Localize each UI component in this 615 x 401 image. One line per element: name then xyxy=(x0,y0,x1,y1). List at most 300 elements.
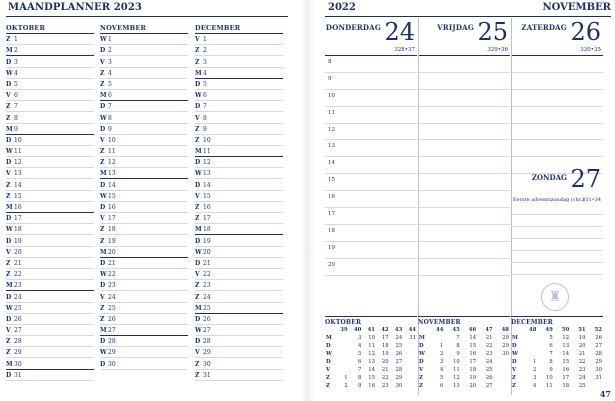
weekday-letter: Z xyxy=(100,80,105,88)
mini-day xyxy=(521,351,537,359)
week-number: 52 xyxy=(594,327,602,334)
weekday-letter: Z xyxy=(6,349,11,357)
hour-label: 11 xyxy=(328,109,335,116)
mini-calendar-title: OKTOBER xyxy=(325,316,417,327)
day-number: 3 xyxy=(203,58,207,66)
day-header xyxy=(511,18,603,56)
mini-day: 8 xyxy=(357,375,362,382)
day-row[interactable] xyxy=(100,34,188,45)
day-row[interactable] xyxy=(195,146,283,157)
day-row[interactable] xyxy=(100,157,188,168)
mini-day xyxy=(403,359,417,367)
day-count: 329•36 xyxy=(487,47,508,53)
day-number: 13 xyxy=(14,170,22,178)
day-number: 1 xyxy=(14,36,18,44)
weekday-letter: V xyxy=(6,327,11,335)
day-number: 30 xyxy=(203,360,211,368)
hour-slot[interactable] xyxy=(418,107,510,124)
mini-calendar-oktober xyxy=(325,316,417,391)
day-row[interactable] xyxy=(100,101,188,112)
weekday-letter: D xyxy=(195,338,201,346)
day-row[interactable] xyxy=(100,191,188,202)
month-heading: OKTOBER xyxy=(6,24,94,34)
day-row[interactable] xyxy=(100,146,188,157)
day-row[interactable] xyxy=(195,101,283,112)
mini-day: 27 xyxy=(595,343,602,350)
mini-day xyxy=(521,343,537,351)
day-row[interactable] xyxy=(100,79,188,90)
day-row[interactable] xyxy=(100,258,188,269)
day-number: 6 xyxy=(108,92,112,100)
day-row[interactable] xyxy=(6,370,94,381)
day-row[interactable] xyxy=(6,202,94,213)
mini-day xyxy=(335,367,349,375)
mini-day: 20 xyxy=(469,383,477,390)
hour-label: 9 xyxy=(328,75,332,82)
day-number: 17 xyxy=(108,215,116,223)
day-row[interactable] xyxy=(100,336,188,347)
weekday-letter: Z xyxy=(195,125,200,133)
day-number: 23 xyxy=(203,282,211,290)
day-number: 18 xyxy=(14,226,22,234)
mini-day: 11 xyxy=(368,343,375,350)
day-row[interactable] xyxy=(195,157,283,168)
hour-slot[interactable] xyxy=(325,124,417,141)
day-row[interactable] xyxy=(100,291,188,302)
day-number: 29 xyxy=(203,349,211,357)
day-number: 9 xyxy=(108,125,112,133)
day-row[interactable] xyxy=(195,224,283,235)
mini-calendar-november xyxy=(418,316,510,391)
day-number: 18 xyxy=(108,226,116,234)
mini-calendar-december xyxy=(511,316,603,391)
day-number: 20 xyxy=(108,248,116,256)
mini-day: 24 xyxy=(395,335,403,342)
day-number: 4 xyxy=(14,69,18,77)
weekday-letter: D xyxy=(100,125,106,133)
day-row[interactable] xyxy=(195,179,283,190)
hour-slot[interactable] xyxy=(325,242,417,259)
mini-day: 22 xyxy=(381,375,389,382)
day-number: 26 xyxy=(203,315,211,323)
hour-label: 15 xyxy=(328,177,335,184)
day-number: 28 xyxy=(203,338,211,346)
hour-label: 18 xyxy=(328,227,335,234)
weekday-letter: Z xyxy=(195,360,200,368)
day-row[interactable] xyxy=(100,280,188,291)
mini-day: 23 xyxy=(578,367,586,374)
mini-day xyxy=(403,351,417,359)
weekday-letter: V xyxy=(195,36,200,44)
day-row[interactable] xyxy=(6,79,94,90)
day-count: 328•37 xyxy=(394,47,415,53)
day-row[interactable] xyxy=(195,269,283,280)
day-number: 13 xyxy=(203,170,211,178)
weekday-letter: Z xyxy=(100,148,105,156)
weekday-letter: D xyxy=(6,293,12,301)
note-line[interactable] xyxy=(511,90,603,107)
book-gutter xyxy=(300,0,315,401)
weekday-letter: W xyxy=(6,304,13,312)
hour-slot[interactable] xyxy=(325,107,417,124)
day-number: 12 xyxy=(14,159,22,167)
weekday-letter: W xyxy=(195,92,202,100)
day-row[interactable] xyxy=(100,358,188,369)
day-row[interactable] xyxy=(100,112,188,123)
day-row[interactable] xyxy=(100,45,188,56)
note-line[interactable] xyxy=(511,107,603,124)
mini-day: 5 xyxy=(357,351,362,358)
weekday-letter: W xyxy=(326,351,332,358)
day-row[interactable] xyxy=(100,224,188,235)
hour-label: 12 xyxy=(328,126,335,133)
day-number: 5 xyxy=(203,80,207,88)
weekday-letter: D xyxy=(512,343,517,350)
day-row[interactable] xyxy=(195,291,283,302)
weekday-letter: D xyxy=(195,159,201,167)
day-number: 24 xyxy=(203,293,211,301)
weekday-letter: Z xyxy=(100,315,105,323)
day-row[interactable] xyxy=(195,303,283,314)
hour-slot[interactable] xyxy=(418,208,510,225)
mini-day: 2 xyxy=(440,351,444,358)
week-number: 50 xyxy=(561,327,570,334)
hour-slot[interactable] xyxy=(325,259,417,276)
day-number: 12 xyxy=(108,159,116,167)
weekday-letter: Z xyxy=(6,103,11,111)
hour-slot[interactable] xyxy=(418,259,510,276)
day-number: 1 xyxy=(203,36,207,44)
weekday-letter: V xyxy=(6,248,11,256)
weekday-letter: Z xyxy=(6,36,11,44)
day-row[interactable] xyxy=(195,370,283,381)
weekday-letter: V xyxy=(195,114,200,122)
day-row[interactable] xyxy=(6,112,94,123)
weekday-letter: Z xyxy=(100,159,105,167)
day-row[interactable] xyxy=(6,34,94,45)
day-number: 26 xyxy=(14,315,22,323)
day-row[interactable] xyxy=(6,191,94,202)
day-row[interactable] xyxy=(195,325,283,336)
note-line[interactable] xyxy=(511,124,603,141)
weekday-letter: Z xyxy=(512,375,516,382)
month-heading: NOVEMBER xyxy=(100,24,188,34)
mini-day: 21 xyxy=(381,367,389,374)
hour-slot[interactable] xyxy=(325,191,417,208)
day-column-donderdag xyxy=(325,18,417,316)
day-number: 3 xyxy=(108,58,112,66)
day-row[interactable] xyxy=(6,325,94,336)
day-row[interactable] xyxy=(6,45,94,56)
mini-day: 18 xyxy=(562,383,570,390)
day-row[interactable] xyxy=(6,179,94,190)
weekday-letter: Z xyxy=(6,192,11,200)
hour-slot[interactable] xyxy=(418,124,510,141)
day-number: 8 xyxy=(14,114,18,122)
day-name: VRIJDAG xyxy=(437,23,474,32)
day-number: 29 xyxy=(108,349,116,357)
day-row[interactable] xyxy=(195,235,283,246)
day-number: 27 xyxy=(14,327,22,335)
mini-day: 15 xyxy=(469,343,477,350)
day-row[interactable] xyxy=(195,280,283,291)
day-row[interactable] xyxy=(100,347,188,358)
mini-day xyxy=(494,383,510,391)
weekday-letter: M xyxy=(6,204,13,211)
day-row[interactable] xyxy=(6,124,94,135)
weekday-letter: D xyxy=(6,371,12,379)
weekday-letter: D xyxy=(100,103,106,111)
crest-icon: ♜ xyxy=(541,283,569,311)
mini-day: 14 xyxy=(368,367,375,374)
note-line[interactable] xyxy=(511,73,603,90)
hour-label: 13 xyxy=(328,143,335,150)
day-row[interactable] xyxy=(6,291,94,302)
weekday-letter: W xyxy=(100,271,107,279)
weekday-letter: D xyxy=(326,343,331,350)
hour-slot[interactable] xyxy=(325,56,417,73)
hour-slot[interactable] xyxy=(418,140,510,157)
day-row[interactable] xyxy=(6,168,94,179)
day-row[interactable] xyxy=(6,235,94,246)
weekday-letter: Z xyxy=(195,136,200,144)
day-row[interactable] xyxy=(100,90,188,101)
weekday-letter: M xyxy=(100,327,107,335)
day-number: 4 xyxy=(203,69,207,77)
hour-slot[interactable] xyxy=(325,90,417,107)
day-row[interactable] xyxy=(100,202,188,213)
mini-day: 9 xyxy=(549,367,553,374)
day-row[interactable] xyxy=(6,314,94,325)
mini-day: 6 xyxy=(440,383,444,390)
day-row[interactable] xyxy=(195,213,283,224)
day-row[interactable] xyxy=(195,135,283,146)
day-row[interactable] xyxy=(195,168,283,179)
mini-day: 15 xyxy=(562,359,570,366)
day-row[interactable] xyxy=(6,68,94,79)
day-row[interactable] xyxy=(6,224,94,235)
day-row[interactable] xyxy=(100,235,188,246)
day-row[interactable] xyxy=(100,179,188,190)
day-header xyxy=(418,18,510,56)
weekday-letter: D xyxy=(100,204,106,211)
mini-day xyxy=(335,335,349,343)
day-number: 22 xyxy=(108,271,116,279)
mini-day: 14 xyxy=(562,351,570,358)
day-row[interactable] xyxy=(195,247,283,258)
mini-day: 29 xyxy=(595,359,602,366)
day-row[interactable] xyxy=(100,314,188,325)
day-number: 25 xyxy=(203,304,211,312)
mini-day: 4 xyxy=(440,367,444,374)
day-row[interactable] xyxy=(195,124,283,135)
weekday-letter: Z xyxy=(195,204,200,211)
mini-day xyxy=(335,351,349,359)
mini-day: 7 xyxy=(456,335,460,342)
hour-slot[interactable] xyxy=(418,174,510,191)
day-row[interactable] xyxy=(6,303,94,314)
day-name: DONDERDAG xyxy=(325,23,381,32)
weekday-letter: D xyxy=(100,47,106,55)
hour-slot[interactable] xyxy=(325,140,417,157)
hour-slot[interactable] xyxy=(325,73,417,90)
note-line[interactable] xyxy=(511,56,603,73)
hour-slot[interactable] xyxy=(418,225,510,242)
mini-day: 2 xyxy=(533,367,537,374)
day-row[interactable] xyxy=(6,247,94,258)
weekday-letter: W xyxy=(6,69,13,77)
day-row[interactable] xyxy=(100,68,188,79)
hour-slot[interactable] xyxy=(418,90,510,107)
day-row[interactable] xyxy=(195,34,283,45)
hour-slot[interactable] xyxy=(418,157,510,174)
weekday-letter: Z xyxy=(6,259,11,267)
day-row[interactable] xyxy=(195,314,283,325)
mini-day: 29 xyxy=(395,375,403,382)
weekday-letter: M xyxy=(419,335,425,342)
day-row[interactable] xyxy=(6,347,94,358)
mini-day: 3 xyxy=(533,375,537,382)
mini-day: 6 xyxy=(357,359,362,366)
day-row[interactable] xyxy=(195,79,283,90)
day-row[interactable] xyxy=(100,135,188,146)
day-row[interactable] xyxy=(195,358,283,369)
day-row[interactable] xyxy=(6,280,94,291)
weekday-letter: M xyxy=(195,148,202,156)
mini-day: 16 xyxy=(469,351,477,358)
mini-day: 8 xyxy=(456,343,460,350)
day-row[interactable] xyxy=(100,303,188,314)
weekday-letter: D xyxy=(6,58,12,66)
day-row[interactable] xyxy=(100,325,188,336)
hour-slot[interactable] xyxy=(325,208,417,225)
weekday-letter: D xyxy=(195,237,201,245)
hour-slot[interactable] xyxy=(418,56,510,73)
day-row[interactable] xyxy=(6,146,94,157)
day-row[interactable] xyxy=(6,101,94,112)
mini-day: 19 xyxy=(469,375,477,382)
day-row[interactable] xyxy=(195,258,283,269)
day-row[interactable] xyxy=(6,336,94,347)
day-row[interactable] xyxy=(6,56,94,67)
weekday-letter: Z xyxy=(6,338,11,346)
day-number: 17 xyxy=(14,215,22,223)
day-row[interactable] xyxy=(100,269,188,280)
weekday-letter: Z xyxy=(100,69,105,77)
day-row[interactable] xyxy=(195,68,283,79)
weekday-letter: Z xyxy=(100,226,105,234)
mini-day xyxy=(403,343,417,351)
day-row[interactable] xyxy=(100,213,188,224)
day-row[interactable] xyxy=(195,45,283,56)
day-row[interactable] xyxy=(195,347,283,358)
weekday-letter: V xyxy=(512,367,517,374)
mini-day xyxy=(403,375,417,383)
weekday-letter: Z xyxy=(512,383,516,390)
day-number: 19 xyxy=(203,237,211,245)
day-row[interactable] xyxy=(100,247,188,258)
weekday-letter: Z xyxy=(6,181,11,189)
weekday-letter: D xyxy=(195,80,201,88)
hour-slot[interactable] xyxy=(418,73,510,90)
weekday-letter: V xyxy=(100,58,105,66)
day-row[interactable] xyxy=(6,90,94,101)
day-number: 15 xyxy=(203,192,211,200)
day-row[interactable] xyxy=(195,191,283,202)
day-row[interactable] xyxy=(6,135,94,146)
day-row[interactable] xyxy=(6,213,94,224)
mini-day: 1 xyxy=(533,359,537,366)
mini-day: 19 xyxy=(578,335,586,342)
hour-slot[interactable] xyxy=(418,242,510,259)
weekday-letter: W xyxy=(512,351,518,358)
mini-day: 12 xyxy=(368,351,375,358)
weekday-letter: M xyxy=(195,226,202,234)
month-heading: DECEMBER xyxy=(195,24,283,34)
note-line[interactable] xyxy=(511,140,603,157)
weekday-letter: V xyxy=(195,349,200,357)
day-number: 5 xyxy=(14,80,18,88)
mini-day: 14 xyxy=(469,335,477,342)
mini-day: 18 xyxy=(381,343,389,350)
week-number: 49 xyxy=(545,327,553,334)
month-label: NOVEMBER xyxy=(542,2,611,13)
day-row[interactable] xyxy=(195,336,283,347)
day-row[interactable] xyxy=(6,358,94,369)
mini-day: 7 xyxy=(549,351,553,358)
day-number: 13 xyxy=(108,170,116,178)
day-row[interactable] xyxy=(100,168,188,179)
mini-day xyxy=(403,383,417,391)
mini-day: 29 xyxy=(502,343,509,350)
day-row[interactable] xyxy=(100,124,188,135)
hour-slot[interactable] xyxy=(325,157,417,174)
weekday-letter: D xyxy=(195,103,201,111)
day-row[interactable] xyxy=(6,258,94,269)
week-number: 48 xyxy=(501,327,509,334)
day-row[interactable] xyxy=(100,56,188,67)
day-name: ZATERDAG xyxy=(521,23,567,32)
day-number: 26 xyxy=(108,315,116,323)
hour-slot[interactable] xyxy=(418,191,510,208)
day-number: 7 xyxy=(14,103,18,111)
day-number: 23 xyxy=(108,282,116,290)
day-row[interactable] xyxy=(195,90,283,101)
mini-day: 13 xyxy=(453,383,460,390)
day-row[interactable] xyxy=(6,157,94,168)
page-number: 47 xyxy=(599,389,611,399)
weekday-letter: M xyxy=(6,125,13,133)
day-number: 2 xyxy=(14,47,18,55)
hour-slot[interactable] xyxy=(325,174,417,191)
day-row[interactable] xyxy=(6,269,94,280)
mini-day: 5 xyxy=(549,335,553,342)
day-number: 8 xyxy=(108,114,112,122)
mini-day: 10 xyxy=(368,335,375,342)
month-column-december xyxy=(195,24,283,381)
day-number: 24 xyxy=(14,293,22,301)
day-row[interactable] xyxy=(195,56,283,67)
sunday-note: Eerste adventszondag (chr.) xyxy=(513,197,585,203)
mini-day: 21 xyxy=(485,335,493,342)
weekday-letter: M xyxy=(6,360,13,368)
day-number: 8 xyxy=(203,114,207,122)
mini-day: 15 xyxy=(368,375,375,382)
hour-slot[interactable] xyxy=(325,225,417,242)
day-row[interactable] xyxy=(195,112,283,123)
mini-day: 28 xyxy=(502,335,509,342)
day-row[interactable] xyxy=(195,202,283,213)
